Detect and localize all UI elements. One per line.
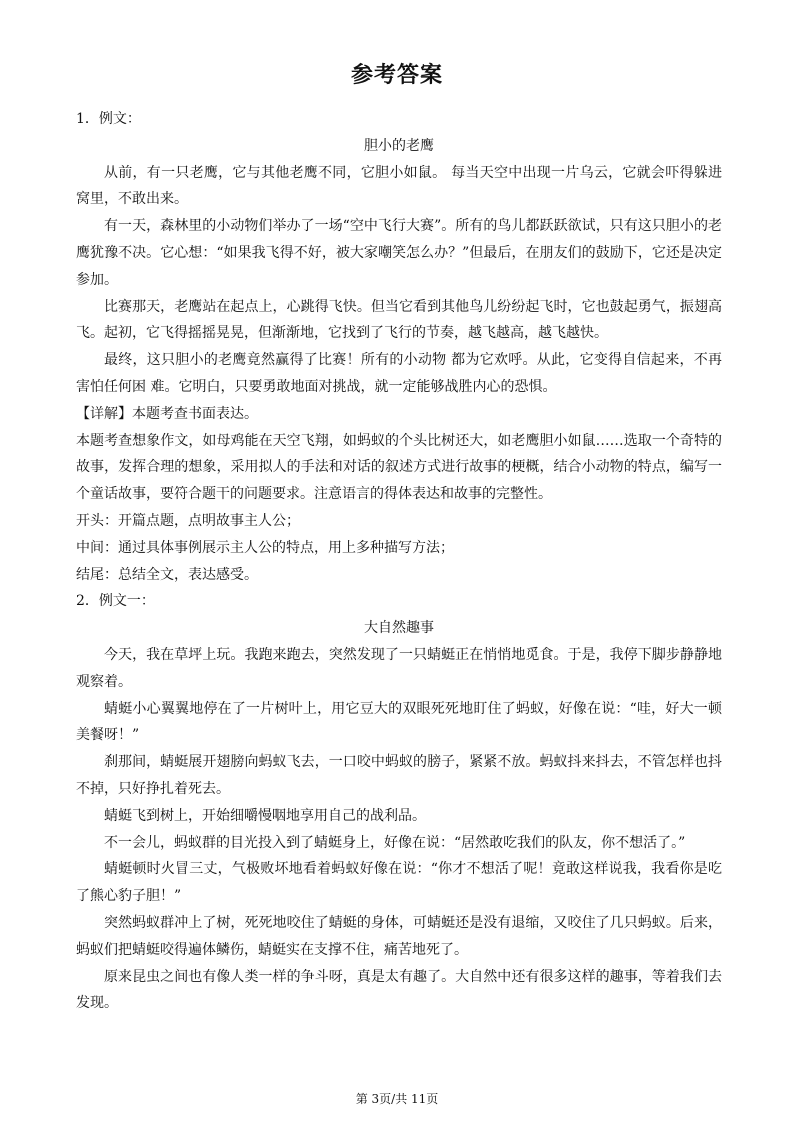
essay-1-title: 胆小的老鹰: [364, 137, 434, 154]
essay-1-paragraph: 最终，这只胆小的老鹰竟然赢得了比赛！所有的小动物 都为它欢呼。从此，它变得自信起来，不再害怕任何困 难。它明白，只要勇敢地面对挑战，就一定能够战胜内心的恐惧。: [76, 352, 722, 395]
essay-2-paragraph: 刹那间，蜻蜓展开翅膀向蚂蚁飞去，一口咬中蚂蚁的膀子，紧紧不放。蚂蚁抖来抖去，不管怎样也抖不掉，只好挣扎着死去。: [76, 754, 722, 797]
essay-1-paragraph: 从前，有一只老鹰，它与其他老鹰不同，它胆小如鼠。 每当天空中出现一片乌云，它就会吓得躲进窝里，不敢出来。: [76, 164, 722, 208]
essay-1-paragraph: 比赛那天，老鹰站在起点上，心跳得飞快。但当它看到其他鸟儿纷纷起飞时，它也鼓起勇气，振翅高飞。起初，它飞得摇摇晃晃，但渐渐地，它找到了飞行的节奏，越飞越高，越飞越快。: [76, 298, 722, 342]
answer-content: [76, 106, 722, 1017]
essay-2-title: 大自然趣事: [364, 620, 434, 637]
essay-2-paragraph: 不一会儿，蚂蚁群的目光投入到了蜻蜓身上，好像在说：“居然敢吃我们的队友，你不想活了。”: [104, 834, 686, 851]
essay-2-paragraph: 蜻蜓飞到树上，开始细嚼慢咽地享用自己的战利品。: [104, 807, 426, 824]
essay-1-paragraph: 有一天，森林里的小动物们举办了一场“空中飞行大赛”。所有的鸟儿都跃跃欲试，只有这只胆小的老鹰犹豫不决。它心想：“如果我飞得不好，被大家嘲笑怎么办？”但最后，在朋友们的鼓励下，它还是决定参加。: [76, 218, 722, 288]
analysis-body: 本题考查想象作文，如母鸡能在天空飞翔，如蚂蚁的个头比树还大，如老鹰胆小如鼠……选取一个奇特的故事，发挥合理的想象，采用拟人的手法和对话的叙述方式进行故事的梗概，结合小动物的特点，编写一个童话故事，要符合题干的问题要求。注意语言的得体表达和故事的完整性。: [76, 432, 722, 503]
question-1-label: 1．例文：: [76, 111, 141, 127]
outline-ending: 结尾：总结全文，表达感受。: [76, 566, 258, 583]
outline-middle: 中间：通过具体事例展示主人公的特点，用上多种描写方法；: [76, 539, 454, 556]
essay-2-paragraph: 蜻蜓小心翼翼地停在了一片树叶上，用它豆大的双眼死死地盯住了蚂蚁，好像在说：“哇，好大一顿美餐呀！”: [76, 700, 722, 744]
page-title: 参考答案: [350, 63, 443, 88]
essay-2-paragraph: 今天，我在草坪上玩。我跑来跑去，突然发现了一只蜻蜓正在悄悄地觅食。于是，我停下脚步静静地观察着。: [76, 646, 722, 690]
essay-2-paragraph: 突然蚂蚁群冲上了树，死死地咬住了蜻蜓的身体，可蜻蜓还是没有退缩，又咬住了几只蚂蚁。后来，蚂蚁们把蜻蜓咬得遍体鳞伤，蜻蜓实在支撑不住，痛苦地死了。: [76, 914, 722, 958]
outline-opening: 开头：开篇点题，点明故事主人公；: [76, 512, 300, 529]
essay-2-paragraph: 原来昆虫之间也有像人类一样的争斗呀，真是太有趣了。大自然中还有很多这样的趣事，等着我们去发现。: [76, 968, 722, 1012]
analysis-heading: 【详解】本题考查书面表达。: [76, 405, 258, 422]
question-2-label: 2．例文一：: [76, 593, 155, 610]
essay-2-paragraph: 蜻蜓顿时火冒三丈，气极败坏地看着蚂蚁好像在说：“你才不想活了呢！竟敢这样说我，我看你是吃了熊心豹子胆！”: [76, 861, 722, 905]
page-number-footer: 第 3页/共 11页: [355, 1092, 439, 1106]
